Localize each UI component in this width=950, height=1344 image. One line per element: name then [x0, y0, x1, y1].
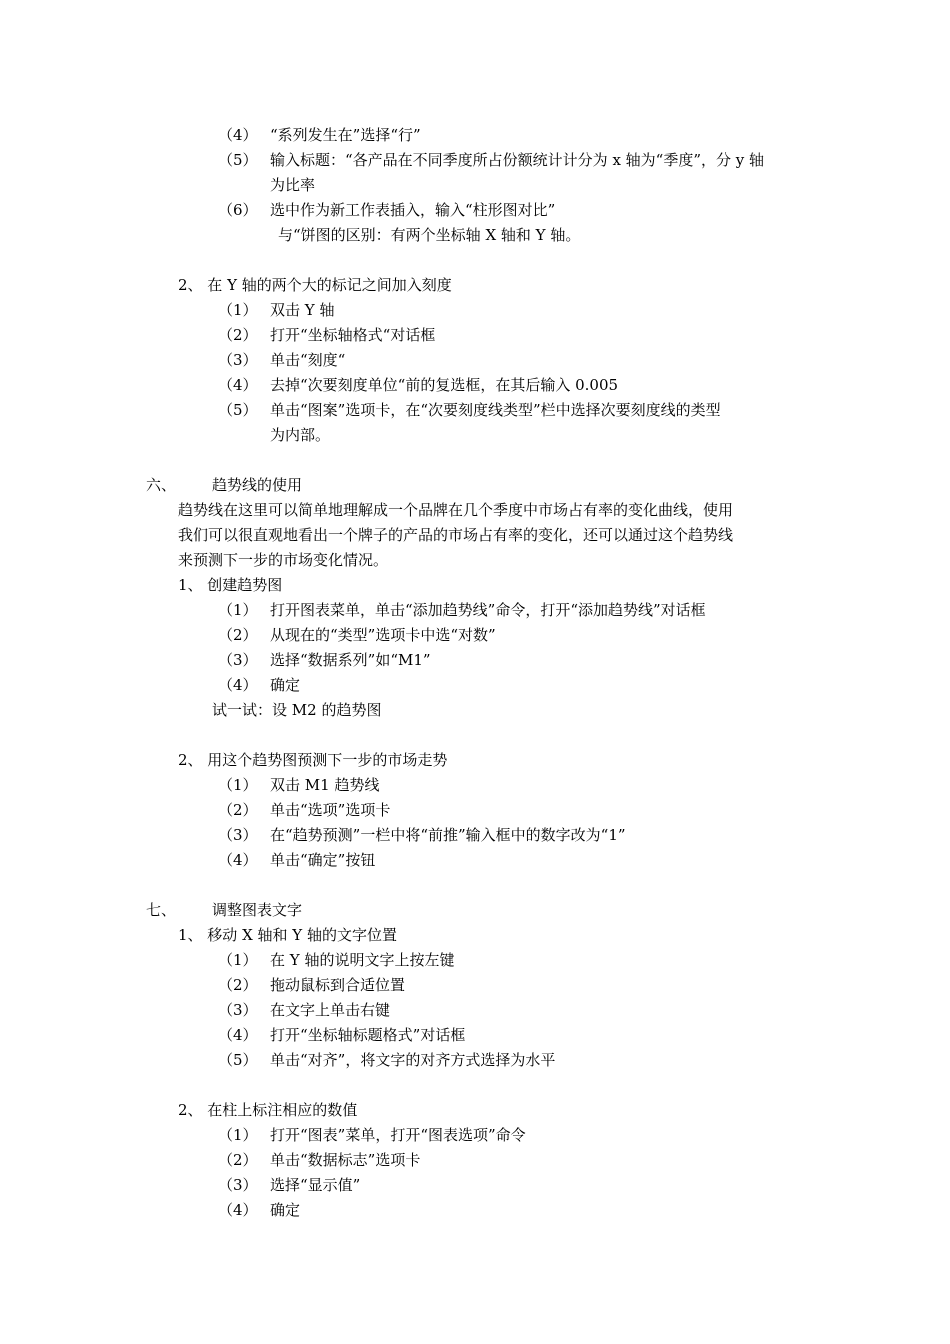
step-text: 单击“对齐”，将文字的对齐方式选择为水平 [270, 1051, 556, 1069]
step-text: 输入标题：“各产品在不同季度所占份额统计计分为 x 轴为“季度”，分 y 轴 [270, 151, 765, 169]
subsection-title: 2、 在 Y 轴的两个大的标记之间加入刻度 [178, 276, 452, 294]
step-number: （4） [218, 1201, 258, 1219]
step-number: （2） [218, 626, 258, 644]
step-number: （3） [218, 826, 258, 844]
step-number: （1） [218, 1126, 258, 1144]
step-text: 选择“数据系列”如“M1” [270, 651, 431, 669]
step-text: 双击 Y 轴 [270, 301, 335, 319]
step-note: 与“饼图的区别：有两个坐标轴 X 轴和 Y 轴。 [278, 226, 581, 244]
paragraph-line: 来预测下一步的市场变化情况。 [178, 551, 389, 569]
step-text: 打开“坐标轴格式“对话框 [270, 326, 436, 344]
step-text: 打开图表菜单，单击“添加趋势线”命令，打开“添加趋势线”对话框 [270, 601, 706, 619]
step-text: 去掉“次要刻度单位“前的复选框，在其后输入 0.005 [270, 376, 619, 394]
section-number: 七、 [146, 901, 177, 919]
step-text: 在文字上单击右键 [270, 1001, 391, 1019]
subsection-title: 1、 移动 X 轴和 Y 轴的文字位置 [178, 926, 397, 944]
step-number: （1） [218, 951, 258, 969]
step-text: 在“趋势预测”一栏中将“前推”输入框中的数字改为“1” [270, 826, 626, 844]
step-number: （4） [218, 676, 258, 694]
step-number: （3） [218, 1176, 258, 1194]
step-number: （4） [218, 851, 258, 869]
paragraph-line: 趋势线在这里可以简单地理解成一个品牌在几个季度中市场占有率的变化曲线，使用 [178, 501, 734, 519]
step-number: （5） [218, 1051, 258, 1069]
section-title: 趋势线的使用 [212, 476, 303, 494]
step-number: （5） [218, 151, 258, 169]
subsection-title: 2、 用这个趋势图预测下一步的市场走势 [178, 751, 448, 769]
step-number: （3） [218, 1001, 258, 1019]
subsection-title: 1、 创建趋势图 [178, 576, 283, 594]
step-number: （4） [218, 1026, 258, 1044]
step-number: （2） [218, 1151, 258, 1169]
step-text: 拖动鼠标到合适位置 [270, 976, 406, 994]
step-number: （1） [218, 776, 258, 794]
step-text: 确定 [270, 676, 301, 694]
step-number: （1） [218, 301, 258, 319]
section-title: 调整图表文字 [212, 901, 303, 919]
step-text: “系列发生在”选择“行” [270, 126, 421, 144]
step-text-continuation: 为内部。 [270, 426, 331, 444]
step-text: 单击“确定”按钮 [270, 851, 376, 869]
step-number: （2） [218, 801, 258, 819]
step-number: （4） [218, 126, 258, 144]
step-number: （3） [218, 351, 258, 369]
step-number: （5） [218, 401, 258, 419]
step-number: （3） [218, 651, 258, 669]
step-text: 单击“选项”选项卡 [270, 801, 391, 819]
step-text: 单击“图案”选项卡，在“次要刻度线类型”栏中选择次要刻度线的类型 [270, 401, 721, 419]
step-text: 确定 [270, 1201, 301, 1219]
step-text: 选择“显示值” [270, 1176, 361, 1194]
step-text: 选中作为新工作表插入，输入“柱形图对比” [270, 201, 556, 219]
subsection-title: 2、 在柱上标注相应的数值 [178, 1101, 358, 1119]
step-text: 从现在的“类型”选项卡中选“对数” [270, 626, 496, 644]
step-number: （6） [218, 201, 258, 219]
step-number: （4） [218, 376, 258, 394]
step-text: 单击“数据标志”选项卡 [270, 1151, 421, 1169]
step-text: 打开“图表”菜单，打开“图表选项”命令 [270, 1126, 526, 1144]
step-text-continuation: 为比率 [270, 176, 316, 194]
step-number: （2） [218, 976, 258, 994]
step-text: 单击“刻度“ [270, 351, 346, 369]
try-it-note: 试一试：设 M2 的趋势图 [212, 701, 382, 719]
step-text: 在 Y 轴的说明文字上按左键 [270, 951, 455, 969]
paragraph-line: 我们可以很直观地看出一个牌子的产品的市场占有率的变化，还可以通过这个趋势线 [178, 526, 734, 544]
step-number: （1） [218, 601, 258, 619]
step-text: 双击 M1 趋势线 [270, 776, 380, 794]
step-text: 打开“坐标轴标题格式”对话框 [270, 1026, 466, 1044]
step-number: （2） [218, 326, 258, 344]
section-number: 六、 [146, 476, 177, 494]
